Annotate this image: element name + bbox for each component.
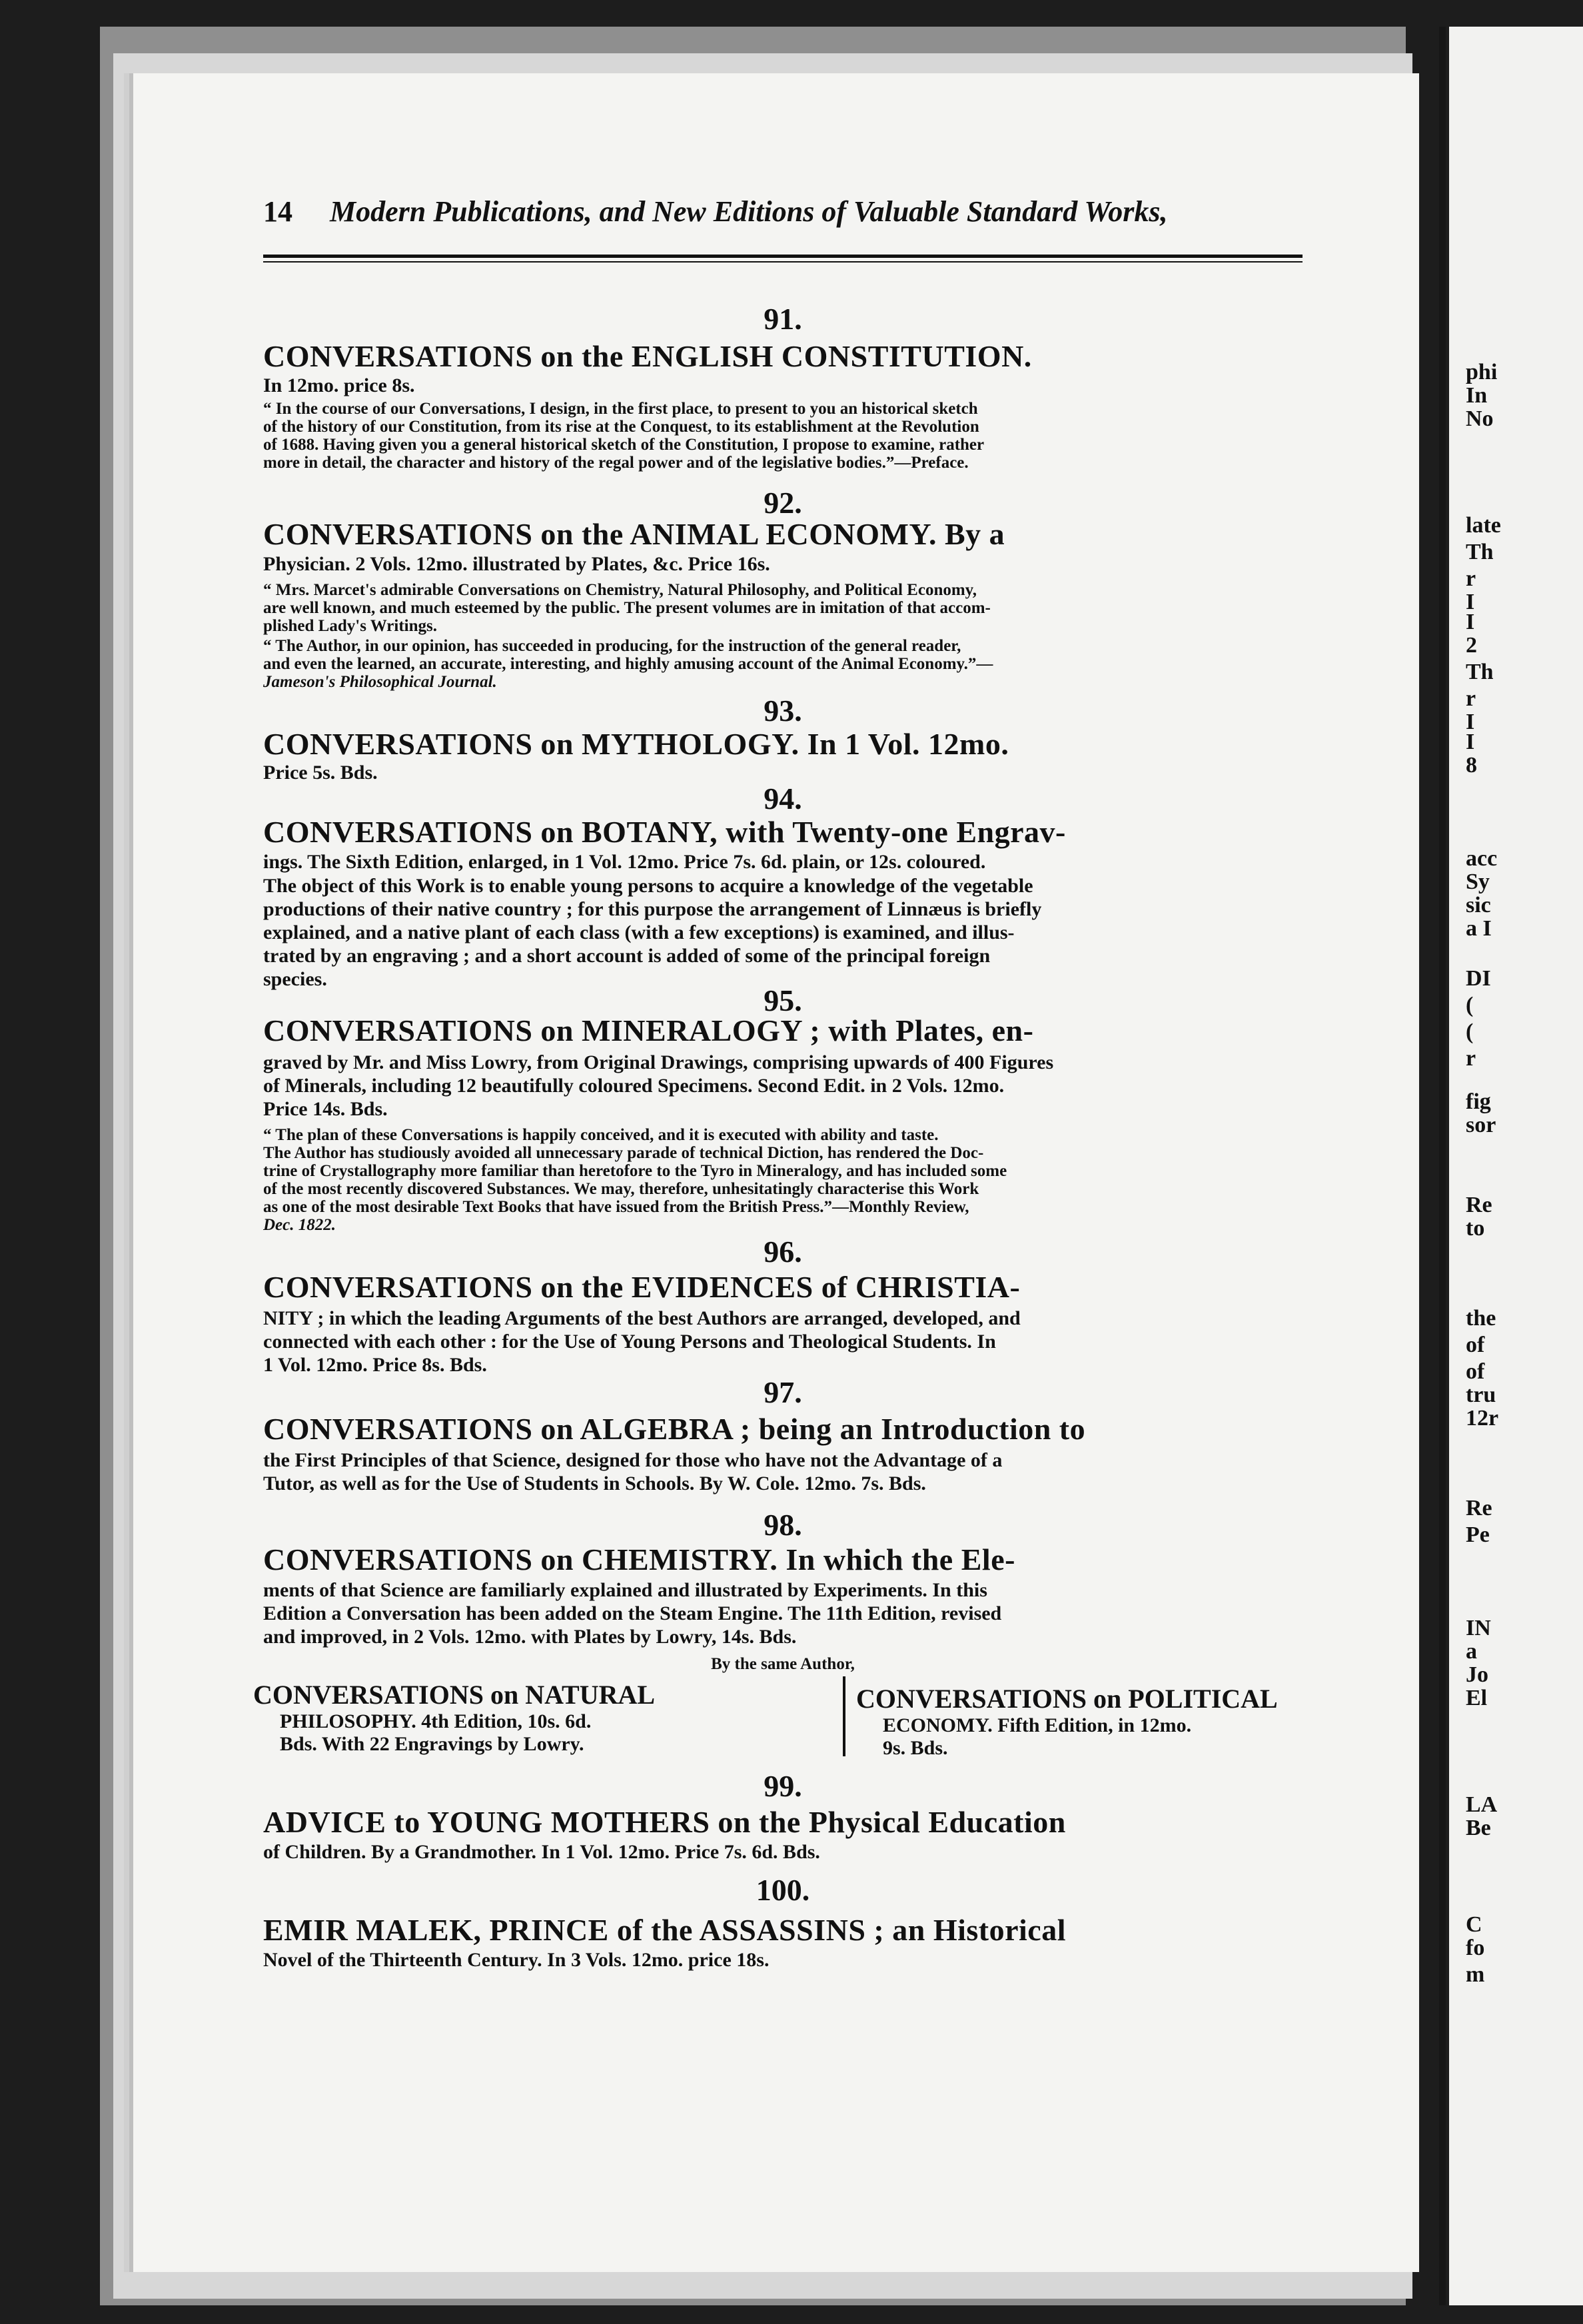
entry-line: of Children. By a Grandmother. In 1 Vol. 12mo. Price 7s. 6d. Bds. [263, 1841, 820, 1863]
entry-number: 91. [764, 302, 802, 336]
entry-quote: of 1688. Having given you a general historical sketch of the Constitution, I propose to examine, rather [263, 436, 985, 454]
facing-page-fragment: r [1466, 686, 1476, 711]
entry-number: 100. [756, 1873, 810, 1907]
column-line: Bds. With 22 Engravings by Lowry. [280, 1733, 584, 1755]
entry-heading: CONVERSATIONS on MINERALOGY ; with Plates, en- [263, 1013, 1034, 1047]
facing-page-fragment: 12r [1466, 1406, 1499, 1431]
facing-page-fragment: of [1466, 1359, 1485, 1384]
entry-number: 98. [764, 1508, 802, 1542]
entry-quote: “ The plan of these Conversations is happily conceived, and it is executed with ability and taste. [263, 1126, 939, 1144]
facing-page-fragment: sic [1466, 893, 1491, 917]
page-content [253, 0, 1303, 2324]
column-divider [843, 1676, 845, 1756]
entry-line: explained, and a native plant of each class (with a few exceptions) is examined, and illus- [263, 921, 1015, 943]
facing-page-fragment: a I [1466, 916, 1492, 941]
entry-number: 96. [764, 1235, 802, 1269]
entry-line: 1 Vol. 12mo. Price 8s. Bds. [263, 1354, 487, 1376]
entry-quote: of the most recently discovered Substances. We may, therefore, unhesitatingly characterise this Work [263, 1180, 979, 1198]
facing-page-fragment: Th [1466, 660, 1494, 684]
entry-quote: “ In the course of our Conversations, I design, in the first place, to present to you an historical sketch [263, 400, 978, 418]
entry-heading: CONVERSATIONS on MYTHOLOGY. In 1 Vol. 12mo. [263, 727, 1009, 761]
entry-quote: The Author has studiously avoided all unnecessary parade of technical Diction, has rendered the Doc- [263, 1144, 984, 1162]
facing-page-fragment: El [1466, 1686, 1488, 1710]
running-header [263, 195, 1303, 235]
facing-page-fragment: Re [1466, 1496, 1492, 1520]
entry-line: ments of that Science are familiarly explained and illustrated by Experiments. In this [263, 1579, 987, 1601]
entry-quote: as one of the most desirable Text Books that have issued from the British Press.”—Monthly Review, [263, 1198, 969, 1216]
facing-page-fragment: r [1466, 566, 1476, 591]
page-number: 14 [263, 195, 292, 228]
entry-quote: “ Mrs. Marcet's admirable Conversations on Chemistry, Natural Philosophy, and Political Economy, [263, 581, 977, 599]
facing-page-fragment: to [1466, 1216, 1485, 1241]
facing-page-fragment: fo [1466, 1936, 1485, 1960]
entry-line: trated by an engraving ; and a short account is added of some of the principal foreign [263, 945, 991, 967]
facing-page-fragment: phi [1466, 360, 1498, 384]
gutter [1439, 27, 1446, 2305]
entry-quote-source: Jameson's Philosophical Journal. [263, 673, 497, 691]
facing-page-fragment: fig [1466, 1089, 1491, 1114]
facing-page-fragment: Th [1466, 540, 1494, 564]
entry-line: NITY ; in which the leading Arguments of the best Authors are arranged, developed, and [263, 1307, 1021, 1329]
entry-quote: are well known, and much esteemed by the public. The present volumes are in imitation of that accom- [263, 599, 991, 617]
entry-quote: “ The Author, in our opinion, has succeeded in producing, for the instruction of the general reader, [263, 637, 961, 655]
entry-line: In 12mo. price 8s. [263, 374, 415, 396]
facing-page-fragment: Sy [1466, 870, 1490, 894]
facing-page-fragment: Be [1466, 1816, 1491, 1840]
entry-quote: and even the learned, an accurate, interesting, and highly amusing account of the Animal Economy.”— [263, 655, 993, 673]
facing-page-fragment: m [1466, 1962, 1485, 1987]
facing-page-fragment: In [1466, 383, 1488, 408]
entry-quote: plished Lady's Writings. [263, 617, 437, 635]
facing-page-fragment: C [1466, 1912, 1482, 1937]
column-heading: CONVERSATIONS on POLITICAL [856, 1684, 1278, 1714]
right-column [856, 1683, 1278, 1760]
entry-line: and improved, in 2 Vols. 12mo. with Plates by Lowry, 14s. Bds. [263, 1626, 797, 1648]
facing-page-fragment: 8 [1466, 753, 1477, 778]
entry-heading: ADVICE to YOUNG MOTHERS on the Physical Education [263, 1805, 1066, 1839]
entry-number: 94. [764, 782, 802, 816]
facing-page-fragment: IN [1466, 1616, 1491, 1640]
same-author-note: By the same Author, [711, 1655, 855, 1673]
facing-page-fragment: sor [1466, 1113, 1496, 1137]
entry-heading: CONVERSATIONS on the EVIDENCES of CHRISTIA- [263, 1270, 1021, 1304]
entry-heading: CONVERSATIONS on CHEMISTRY. In which the Ele- [263, 1542, 1015, 1576]
entry-quote: trine of Crystallography more familiar than heretofore to the Tyro in Mineralogy, and has included some [263, 1162, 1007, 1180]
facing-page-fragment: No [1466, 406, 1494, 431]
facing-page-fragment: ( [1466, 993, 1474, 1017]
entry-line: connected with each other : for the Use of Young Persons and Theological Students. In [263, 1331, 996, 1353]
entry-heading: CONVERSATIONS on the ANIMAL ECONOMY. By a [263, 517, 1005, 551]
entry-number: 97. [764, 1375, 802, 1409]
entry-heading: CONVERSATIONS on the ENGLISH CONSTITUTION. [263, 339, 1032, 373]
facing-page-fragment: Jo [1466, 1662, 1488, 1687]
facing-page-fragment: Re [1466, 1193, 1492, 1217]
facing-page-fragment: DI [1466, 966, 1491, 991]
facing-page-fragment: ( [1466, 1019, 1474, 1044]
entry-number: 95. [764, 983, 802, 1017]
entry-heading: EMIR MALEK, PRINCE of the ASSASSINS ; an Historical [263, 1913, 1066, 1947]
entry-line: Novel of the Thirteenth Century. In 3 Vols. 12mo. price 18s. [263, 1949, 770, 1971]
entry-quote-source: Dec. 1822. [263, 1216, 336, 1234]
entry-number: 93. [764, 694, 802, 728]
entry-line: Edition a Conversation has been added on the Steam Engine. The 11th Edition, revised [263, 1602, 1002, 1624]
column-heading: CONVERSATIONS on NATURAL [253, 1680, 656, 1710]
facing-page-fragment: tru [1466, 1383, 1496, 1407]
entry-number: 99. [764, 1769, 802, 1803]
facing-page-fragment: 2 [1466, 633, 1477, 658]
left-column [253, 1679, 655, 1756]
facing-page-fragment: the [1466, 1306, 1496, 1331]
facing-page-fragment: a [1466, 1639, 1477, 1664]
facing-page-fragment: of [1466, 1333, 1485, 1357]
header-rule-thin [263, 261, 1303, 263]
facing-page-fragment: Pe [1466, 1522, 1490, 1547]
entry-line: graved by Mr. and Miss Lowry, from Original Drawings, comprising upwards of 400 Figures [263, 1051, 1054, 1073]
facing-page-fragment: I [1466, 590, 1475, 614]
entry-quote: of the history of our Constitution, from its rise at the Conquest, to its establishment at the Revolution [263, 418, 979, 436]
entry-heading: CONVERSATIONS on ALGEBRA ; being an Introduction to [263, 1412, 1086, 1446]
entry-line: Price 14s. Bds. [263, 1098, 388, 1120]
facing-page-fragment: I [1466, 730, 1475, 754]
entry-number: 92. [764, 486, 802, 520]
facing-page-fragment: I [1466, 610, 1475, 634]
entry-line: the First Principles of that Science, designed for those who have not the Advantage of a [263, 1449, 1003, 1471]
entry-line: Tutor, as well as for the Use of Students in Schools. By W. Cole. 12mo. 7s. Bds. [263, 1472, 926, 1494]
running-title: Modern Publications, and New Editions of Valuable Standard Works, [330, 195, 1168, 228]
facing-page-fragment: LA [1466, 1792, 1498, 1817]
entry-line: species. [263, 968, 327, 990]
entry-quote: more in detail, the character and history of the regal power and of the legislative bodies.”—Preface. [263, 454, 969, 472]
facing-page-fragment: late [1466, 513, 1501, 538]
header-rule [263, 255, 1303, 258]
column-line: PHILOSOPHY. 4th Edition, 10s. 6d. [280, 1710, 592, 1732]
facing-page-fragment: r [1466, 1046, 1476, 1071]
entry-heading: CONVERSATIONS on BOTANY, with Twenty-one Engrav- [263, 815, 1066, 849]
facing-page-fragment: I [1466, 710, 1475, 734]
entry-line: productions of their native country ; for this purpose the arrangement of Linnæus is briefly [263, 898, 1042, 920]
entry-line: Physician. 2 Vols. 12mo. illustrated by Plates, &c. Price 16s. [263, 553, 770, 575]
facing-page-fragment: acc [1466, 846, 1498, 871]
entry-line: The object of this Work is to enable young persons to acquire a knowledge of the vegetable [263, 875, 1033, 897]
entry-line: ings. The Sixth Edition, enlarged, in 1 Vol. 12mo. Price 7s. 6d. plain, or 12s. coloured. [263, 851, 986, 873]
entry-line: Price 5s. Bds. [263, 762, 378, 784]
column-line: 9s. Bds. [883, 1737, 948, 1759]
entry-line: of Minerals, including 12 beautifully coloured Specimens. Second Edit. in 2 Vols. 12mo. [263, 1075, 1005, 1097]
column-line: ECONOMY. Fifth Edition, in 12mo. [883, 1714, 1192, 1736]
